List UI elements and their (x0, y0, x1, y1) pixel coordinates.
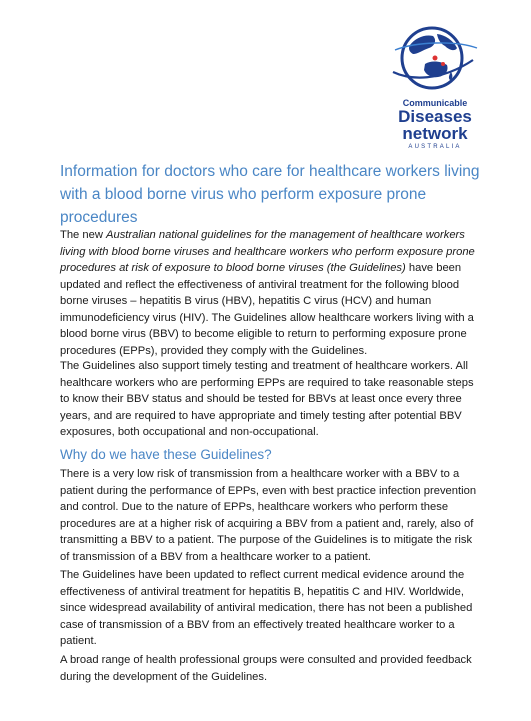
intro-lead: The new (60, 229, 107, 241)
intro-rest: have been updated and reflect the effectiveness of antiviral treatment for the following blood borne viruses – hepatitis B virus (HBV), hepatitis C virus (HCV) and human immunodeficiency virus (HIV). The Guidelines allow healthcare workers living with a blood borne virus (BBV) to become eligible to return to performing exposure prone procedures (EPPs), provided they comply with the Guidelines. (60, 262, 474, 357)
logo-line-4: AUSTRALIA (408, 144, 462, 150)
intro-paragraph (60, 227, 478, 359)
section-heading: Why do we have these Guidelines? (60, 447, 272, 462)
globe-icon (385, 20, 485, 98)
logo-wordmark (385, 98, 485, 151)
page-title: Information for doctors who care for healthcare workers living with a blood borne virus who perform exposure prone procedures (60, 163, 480, 226)
consultation-paragraph: A broad range of health professional groups were consulted and provided feedback during the development of the Guidelines. (60, 654, 472, 683)
testing-paragraph: The Guidelines also support timely testing and treatment of healthcare workers. All healthcare workers who are performing EPPs are required to take reasonable steps to know their BBV status and should be tested for BBVs at least once every three years, and are required to have appropriate and timely testing after potential BBV exposures, both occupational and non-occupational. (60, 360, 474, 438)
cdna-logo (385, 20, 485, 155)
logo-line-3: network (402, 124, 468, 143)
logo-line-1: Communicable (402, 98, 468, 108)
evidence-paragraph: The Guidelines have been updated to reflect current medical evidence around the effectiveness of antiviral treatment for hepatitis B, hepatitis C and HIV. Worldwide, since widespread availability of antiviral medication, there has not been a published case of transmission of a BBV from an effectively treated healthcare worker to a patient. (60, 569, 473, 647)
guidelines-title: Australian national guidelines for the management of healthcare workers living with blood borne viruses and healthcare workers who perform exposure prone procedures at risk of exposure to blood borne viruses (the Guidelines) (60, 229, 475, 274)
risk-paragraph: There is a very low risk of transmission from a healthcare worker with a BBV to a patient during the performance of EPPs, even with best practice infection prevention and control. Due to the nature of EPPs, healthcare workers who perform these procedures are at a higher risk of acquiring a BBV from a patient and, rarely, also of transmitting a BBV to a patient. The purpose of the Guidelines is to mitigate the risk of transmission of a BBV from a healthcare worker to a patient. (60, 468, 477, 563)
logo-line-2: Diseases (398, 107, 472, 126)
